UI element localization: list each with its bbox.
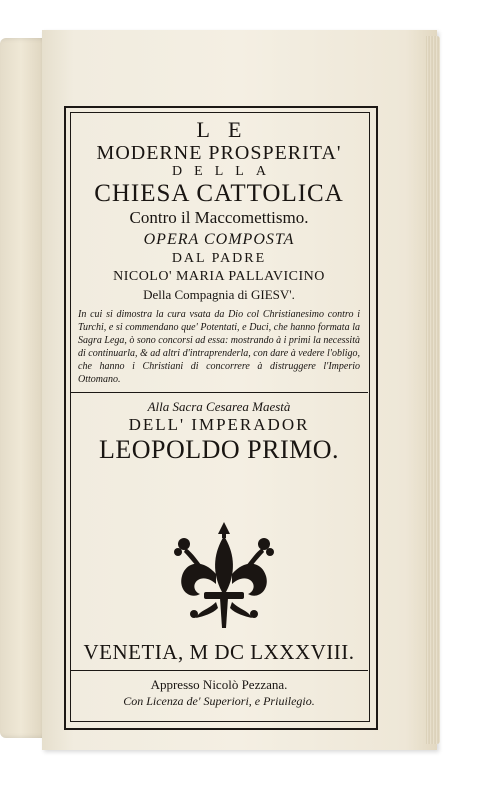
dedication: Alla Sacra Cesarea Maestà [147,399,291,414]
fleur-de-lis-icon [164,518,284,638]
dedicatee-name: LEOPOLDO PRIMO. [98,435,340,464]
title-block [74,118,364,465]
page-edges [426,36,440,744]
title-line-chiesa: CHIESA CATTOLICA [94,180,344,207]
divider [70,392,368,393]
license-note: Con Licenza de' Superiori, e Priuilegio. [123,694,315,708]
imprint-block [70,640,368,709]
author-order: Della Compagnia di GIESV'. [143,287,295,302]
subtitle-paragraph: In cui si dimostra la cura vsata da Dio col Christianesimo contro i Turchi, e si commendano que' Potentati, e Duci, che hanno formata la Sagra Lega, ò sono concorsi ad essa: mostrando à i primi la necessità di continuarla, & ad altri d'intraprenderla, con dare à vedere l'obligo, che hanno i Christiani di concorrere à distruggere l'Imperio Ottomano. [78,309,360,385]
title-line-le: LE [196,117,260,142]
title-line-moderne: MODERNE PROSPERITA' [96,142,342,164]
title-line-dal-padre: DAL PADRE [171,251,267,266]
title-line-contro: Contro il Maccomettismo. [129,208,309,227]
imprint-divider [70,670,368,671]
title-line-opera: OPERA COMPOSTA [143,231,295,248]
title-line-della: DELLA [172,164,278,179]
book [0,30,450,750]
place-and-date: VENETIA, M DC LXXXVIII. [83,640,355,664]
dedicatee-title: DELL' IMPERADOR [128,415,310,434]
printer-name: Appresso Nicolò Pezzana. [150,677,288,692]
author-name: NICOLO' MARIA PALLAVICINO [113,269,325,284]
